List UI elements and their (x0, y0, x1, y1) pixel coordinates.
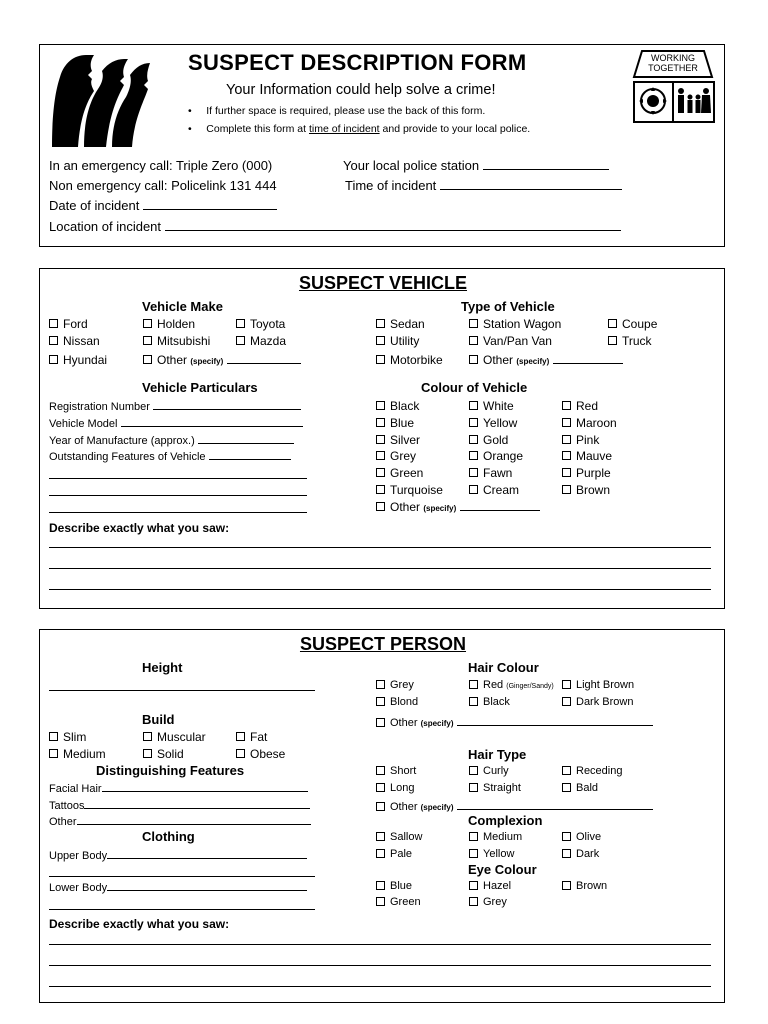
hair-long-checkbox[interactable]: Long (376, 782, 414, 794)
type-station-wagon-checkbox[interactable]: Station Wagon (469, 317, 561, 331)
bullet-1: • If further space is required, please use the back of this form. (188, 105, 486, 117)
vehicle-describe-label: Describe exactly what you saw: (49, 521, 230, 535)
vehicle-describe-line[interactable] (49, 547, 711, 548)
person-describe-line[interactable] (49, 986, 711, 987)
tattoos-field[interactable]: Tattoos (49, 798, 310, 812)
type-van-checkbox[interactable]: Van/Pan Van (469, 334, 552, 348)
build-slim-checkbox[interactable]: Slim (49, 730, 86, 744)
eye-brown-checkbox[interactable]: Brown (562, 880, 607, 892)
hair-type-heading: Hair Type (468, 747, 527, 762)
colour-turquoise-checkbox[interactable]: Turquoise (376, 483, 443, 497)
colour-white-checkbox[interactable]: White (469, 399, 514, 413)
build-solid-checkbox[interactable]: Solid (143, 747, 184, 761)
type-utility-checkbox[interactable]: Utility (376, 334, 419, 348)
hair-type-other-checkbox[interactable]: Other (specify) (376, 799, 653, 813)
colour-red-checkbox[interactable]: Red (562, 399, 598, 413)
colour-mauve-checkbox[interactable]: Mauve (562, 449, 612, 463)
vehicle-colour-heading: Colour of Vehicle (421, 380, 528, 395)
hair-colour-heading: Hair Colour (468, 660, 539, 675)
colour-brown-checkbox[interactable]: Brown (562, 483, 610, 497)
eye-colour-heading: Eye Colour (468, 862, 537, 877)
colour-blue-checkbox[interactable]: Blue (376, 416, 414, 430)
hair-receding-checkbox[interactable]: Receding (562, 765, 622, 777)
complexion-pale-checkbox[interactable]: Pale (376, 848, 412, 860)
hair-light-brown-checkbox[interactable]: Light Brown (562, 679, 634, 691)
colour-yellow-checkbox[interactable]: Yellow (469, 416, 517, 430)
location-of-incident-field[interactable]: Location of incident (49, 219, 621, 234)
faces-logo-icon (50, 49, 156, 149)
colour-other-checkbox[interactable]: Other (specify) (376, 500, 540, 514)
colour-gold-checkbox[interactable]: Gold (469, 433, 508, 447)
complexion-olive-checkbox[interactable]: Olive (562, 831, 601, 843)
person-describe-line[interactable] (49, 965, 711, 966)
complexion-yellow-checkbox[interactable]: Yellow (469, 848, 514, 860)
colour-orange-checkbox[interactable]: Orange (469, 449, 523, 463)
police-crest-icon (636, 85, 670, 117)
type-sedan-checkbox[interactable]: Sedan (376, 317, 425, 331)
make-other-checkbox[interactable]: Other (specify) (143, 353, 301, 367)
clothing-heading: Clothing (142, 829, 195, 844)
hair-curly-checkbox[interactable]: Curly (469, 765, 509, 777)
vehicle-type-heading: Type of Vehicle (461, 299, 555, 314)
hair-grey-checkbox[interactable]: Grey (376, 679, 414, 691)
clothing-line[interactable] (49, 909, 315, 910)
vehicle-model-field[interactable]: Vehicle Model (49, 416, 303, 430)
make-mitsubishi-checkbox[interactable]: Mitsubishi (143, 334, 210, 348)
make-nissan-checkbox[interactable]: Nissan (49, 334, 100, 348)
vehicle-make-heading: Vehicle Make (142, 299, 223, 314)
hair-dark-brown-checkbox[interactable]: Dark Brown (562, 696, 633, 708)
suspect-person-section (39, 629, 725, 1003)
vehicle-describe-line[interactable] (49, 568, 711, 569)
vehicle-heading: SUSPECT VEHICLE (298, 273, 468, 293)
suspect-vehicle-section (39, 268, 725, 609)
features-line[interactable] (49, 512, 307, 513)
complexion-sallow-checkbox[interactable]: Sallow (376, 831, 422, 843)
type-coupe-checkbox[interactable]: Coupe (608, 317, 657, 331)
person-describe-label: Describe exactly what you saw: (49, 917, 230, 931)
type-truck-checkbox[interactable]: Truck (608, 334, 652, 348)
features-heading: Distinguishing Features (96, 763, 245, 778)
colour-silver-checkbox[interactable]: Silver (376, 433, 420, 447)
make-ford-checkbox[interactable]: Ford (49, 317, 88, 331)
build-medium-checkbox[interactable]: Medium (49, 747, 106, 761)
colour-grey-checkbox[interactable]: Grey (376, 449, 416, 463)
colour-purple-checkbox[interactable]: Purple (562, 466, 611, 480)
other-feature-field[interactable]: Other (49, 814, 311, 828)
hair-bald-checkbox[interactable]: Bald (562, 782, 598, 794)
clothing-line[interactable] (49, 876, 315, 877)
subtitle: Your Information could help solve a crime! (226, 82, 496, 98)
outstanding-features-field[interactable]: Outstanding Features of Vehicle (49, 449, 291, 463)
person-heading: SUSPECT PERSON (299, 634, 467, 654)
height-heading: Height (142, 660, 183, 675)
non-emergency-line: Non emergency call: Policelink 131 444 (49, 178, 277, 193)
colour-black-checkbox[interactable]: Black (376, 399, 419, 413)
lower-body-field[interactable]: Lower Body (49, 880, 307, 894)
emergency-line: In an emergency call: Triple Zero (000) (49, 158, 273, 173)
eye-blue-checkbox[interactable]: Blue (376, 880, 412, 892)
colour-cream-checkbox[interactable]: Cream (469, 483, 519, 497)
header-box (39, 44, 725, 247)
time-of-incident-field[interactable]: Time of incident (345, 178, 622, 193)
hair-other-checkbox[interactable]: Other (specify) (376, 715, 653, 729)
form-title: SUSPECT DESCRIPTION FORM (188, 50, 527, 75)
hair-blond-checkbox[interactable]: Blond (376, 696, 418, 708)
badge-line1: WORKING (651, 53, 695, 63)
complexion-heading: Complexion (468, 813, 543, 828)
complexion-medium-checkbox[interactable]: Medium (469, 831, 522, 843)
make-mazda-checkbox[interactable]: Mazda (236, 334, 286, 348)
hair-straight-checkbox[interactable]: Straight (469, 782, 521, 794)
date-of-incident-field[interactable]: Date of incident (49, 198, 277, 213)
vehicle-particulars-heading: Vehicle Particulars (142, 380, 258, 395)
colour-green-checkbox[interactable]: Green (376, 466, 423, 480)
features-line[interactable] (49, 478, 307, 479)
build-obese-checkbox[interactable]: Obese (236, 747, 285, 761)
colour-maroon-checkbox[interactable]: Maroon (562, 416, 617, 430)
badge-line2: TOGETHER (648, 63, 698, 73)
year-of-manufacture-field[interactable]: Year of Manufacture (approx.) (49, 433, 294, 447)
working-together-badge (632, 49, 714, 121)
complexion-dark-checkbox[interactable]: Dark (562, 848, 599, 860)
make-holden-checkbox[interactable]: Holden (143, 317, 195, 331)
build-muscular-checkbox[interactable]: Muscular (143, 730, 206, 744)
person-describe-line[interactable] (49, 944, 711, 945)
make-toyota-checkbox[interactable]: Toyota (236, 317, 285, 331)
eye-green-checkbox[interactable]: Green (376, 896, 421, 908)
hair-black-checkbox[interactable]: Black (469, 696, 510, 708)
vehicle-describe-line[interactable] (49, 589, 711, 590)
features-line[interactable] (49, 495, 307, 496)
registration-number-field[interactable]: Registration Number (49, 399, 301, 413)
make-hyundai-checkbox[interactable]: Hyundai (49, 353, 107, 367)
colour-fawn-checkbox[interactable]: Fawn (469, 466, 512, 480)
hair-short-checkbox[interactable]: Short (376, 765, 416, 777)
facial-hair-field[interactable]: Facial Hair (49, 781, 308, 795)
build-fat-checkbox[interactable]: Fat (236, 730, 267, 744)
police-station-field[interactable]: Your local police station (343, 158, 609, 173)
bullet-2: • Complete this form at time of incident and provide to your local police. (188, 123, 531, 135)
family-icon (675, 85, 711, 117)
type-motorbike-checkbox[interactable]: Motorbike (376, 353, 443, 367)
height-line[interactable] (49, 690, 315, 691)
eye-grey-checkbox[interactable]: Grey (469, 896, 507, 908)
colour-pink-checkbox[interactable]: Pink (562, 433, 599, 447)
type-other-checkbox[interactable]: Other (specify) (469, 353, 623, 367)
hair-red-checkbox[interactable]: Red (Ginger/Sandy) (469, 679, 554, 691)
build-heading: Build (142, 712, 175, 727)
upper-body-field[interactable]: Upper Body (49, 848, 307, 862)
eye-hazel-checkbox[interactable]: Hazel (469, 880, 511, 892)
